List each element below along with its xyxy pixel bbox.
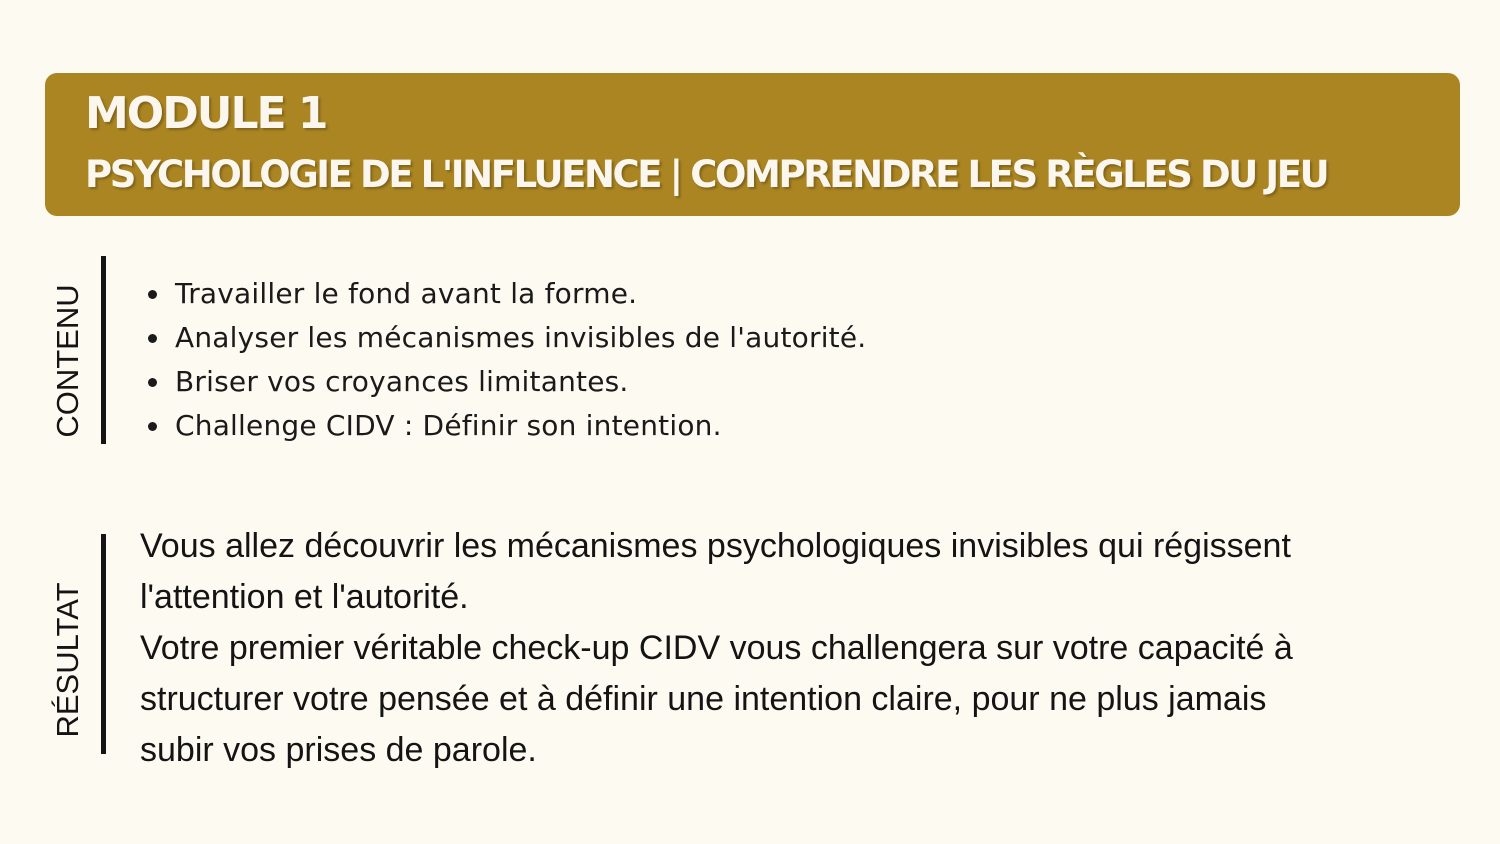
list-item-text: Challenge CIDV : Définir son intention.	[175, 409, 722, 442]
divider-contenu	[101, 256, 106, 444]
module-header	[45, 73, 1460, 216]
bullet-icon	[148, 290, 157, 299]
bullet-icon	[148, 422, 157, 431]
section-label-contenu: CONTENU	[50, 284, 85, 438]
list-item	[145, 360, 866, 404]
content-list	[145, 272, 866, 448]
list-item-text: Briser vos croyances limitantes.	[175, 365, 629, 398]
section-label-resultat: RÉSULTAT	[50, 582, 85, 738]
result-paragraph: Votre premier véritable check-up CIDV vous challengera sur votre capacité à structurer votre pensée et à définir une intention claire, pour ne plus jamais subir vos prises de parole.	[140, 629, 1293, 769]
list-item-text: Analyser les mécanismes invisibles de l'autorité.	[175, 321, 867, 354]
result-text	[140, 521, 1320, 776]
divider-resultat	[101, 534, 106, 754]
result-paragraph: Vous allez découvrir les mécanismes psychologiques invisibles qui régissent l'attention et l'autorité.	[140, 527, 1291, 616]
bullet-icon	[148, 334, 157, 343]
list-item-text: Travailler le fond avant la forme.	[175, 277, 638, 310]
list-item	[145, 272, 866, 316]
module-subtitle: PSYCHOLOGIE DE L'INFLUENCE | COMPRENDRE LES RÈGLES DU JEU	[85, 153, 1328, 196]
module-title: MODULE 1	[85, 88, 327, 139]
list-item	[145, 404, 866, 448]
list-item	[145, 316, 866, 360]
bullet-icon	[148, 378, 157, 387]
